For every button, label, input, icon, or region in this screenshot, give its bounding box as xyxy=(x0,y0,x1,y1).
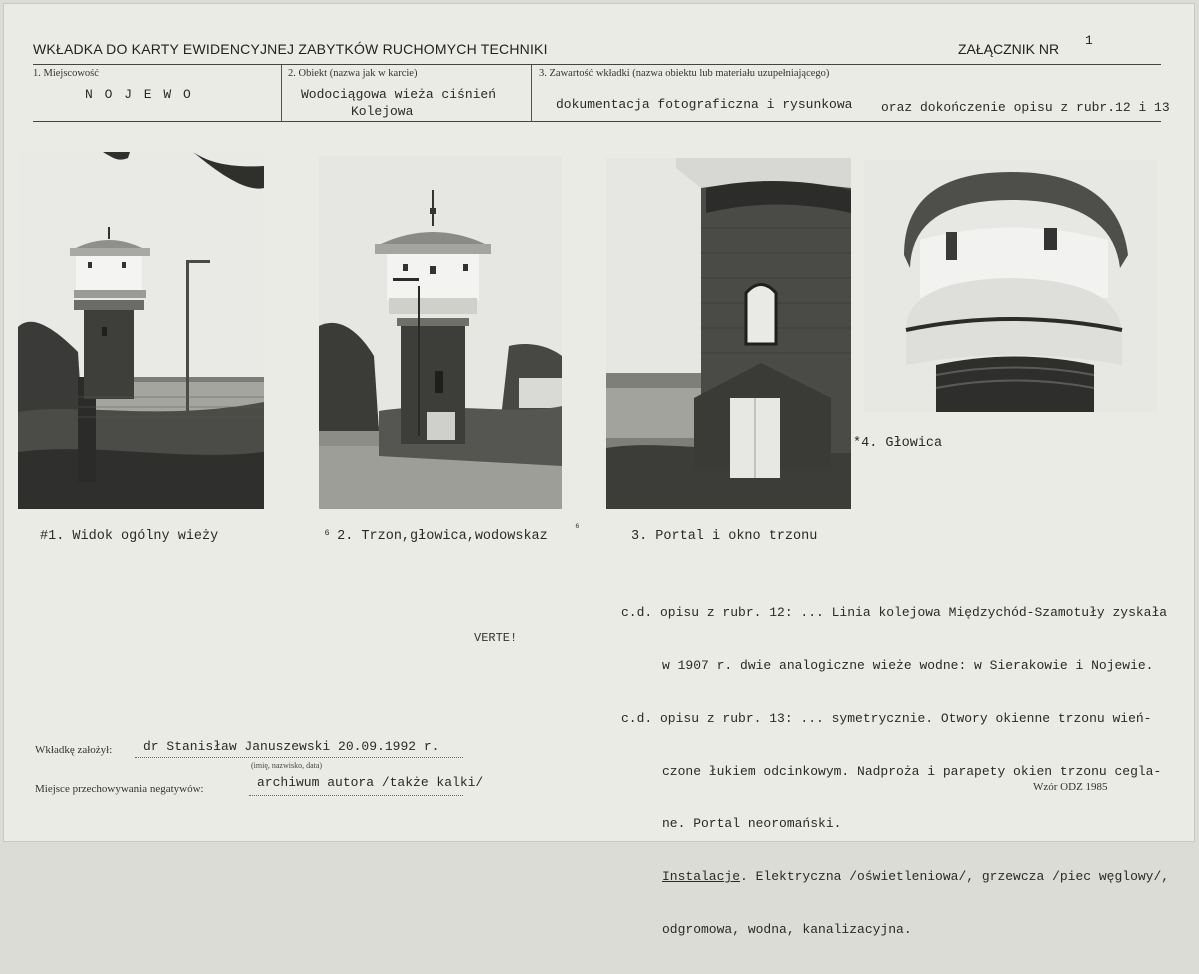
field-object-value-1: Wodociągowa wieża ciśnień xyxy=(301,87,497,102)
photo-tower-head xyxy=(864,160,1157,412)
author-line xyxy=(135,757,463,758)
notes-line-5: ne. Portal neoromański. xyxy=(662,816,842,832)
author-value: dr Stanisław Januszewski 20.09.1992 r. xyxy=(143,739,440,754)
inventory-insert-card xyxy=(3,3,1195,937)
notes-line-2: w 1907 r. dwie analogiczne wieże wodne: w Sierakowie i Nojewie. xyxy=(662,657,1154,673)
field-content-label: 3. Zawartość wkładki (nazwa obiektu lub materiału uzupełniającego) xyxy=(539,68,830,79)
header-rule-top xyxy=(33,64,1161,65)
notes-line-6: Instalacje. Elektryczna /oświetleniowa/, grzewcza /piec węglowy/, xyxy=(662,869,1170,885)
author-label: Wkładkę założył: xyxy=(35,744,113,756)
author-hint: (imię, nazwisko, data) xyxy=(251,761,323,770)
caption-mark-4: * xyxy=(853,436,862,451)
field-object-label: 2. Obiekt (nazwa jak w karcie) xyxy=(288,68,418,79)
header-rule-bottom xyxy=(33,121,1161,122)
caption-photo-2: ⁶ 2. Trzon,głowica,wodowskaz xyxy=(323,529,548,544)
field-content-value-a: dokumentacja fotograficzna i rysunkowa xyxy=(556,97,853,112)
description-continuation xyxy=(621,569,1169,974)
field-object-value-2: Kolejowa xyxy=(351,104,414,119)
annex-label: ZAŁĄCZNIK NR xyxy=(958,41,1060,57)
annex-number: 1 xyxy=(1085,33,1093,48)
verte-mark: VERTE! xyxy=(474,631,518,645)
form-mark: Wzór ODZ 1985 xyxy=(1033,781,1108,793)
photo-portal-window xyxy=(606,158,851,509)
notes-line-3: c.d. opisu z rubr. 13: ... symetrycznie. Otwory okienne trzonu wień- xyxy=(621,710,1152,726)
photo-shaft-head-gauge xyxy=(319,156,562,509)
caption-photo-4: *4. Głowica xyxy=(853,436,943,451)
notes-line-1: c.d. opisu z rubr. 12: ... Linia kolejowa Międzychód-Szamotuły zyskała xyxy=(621,605,1168,621)
field-content-value-b: oraz dokończenie opisu z rubr.12 i 13 xyxy=(881,100,1170,115)
caption-photo-1: #1. Widok ogólny wieży xyxy=(40,529,219,544)
installations-heading: Instalacje xyxy=(662,869,741,885)
notes-line-4: czone łukiem odcinkowym. Nadproża i parapety okien trzonu cegla- xyxy=(662,763,1162,779)
field-locality-value: N O J E W O xyxy=(85,87,193,102)
photo-tower-general-view xyxy=(18,152,264,509)
storage-value: archiwum autora /także kalki/ xyxy=(257,775,484,790)
caption-mark-2b: ⁶ xyxy=(574,523,581,535)
caption-mark-2: ⁶ xyxy=(323,529,332,544)
field-divider-1 xyxy=(281,65,282,121)
storage-line xyxy=(249,795,463,796)
field-divider-2 xyxy=(531,65,532,121)
field-locality-label: 1. Miejscowość xyxy=(33,68,99,79)
storage-label: Miejsce przechowywania negatywów: xyxy=(35,783,204,795)
caption-mark-1: # xyxy=(40,529,49,544)
notes-line-7: odgromowa, wodna, kanalizacyjna. xyxy=(662,921,912,937)
card-title: WKŁADKA DO KARTY EWIDENCYJNEJ ZABYTKÓW RUCHOMYCH TECHNIKI xyxy=(33,41,548,57)
caption-photo-3: 3. Portal i okno trzonu xyxy=(631,529,818,544)
